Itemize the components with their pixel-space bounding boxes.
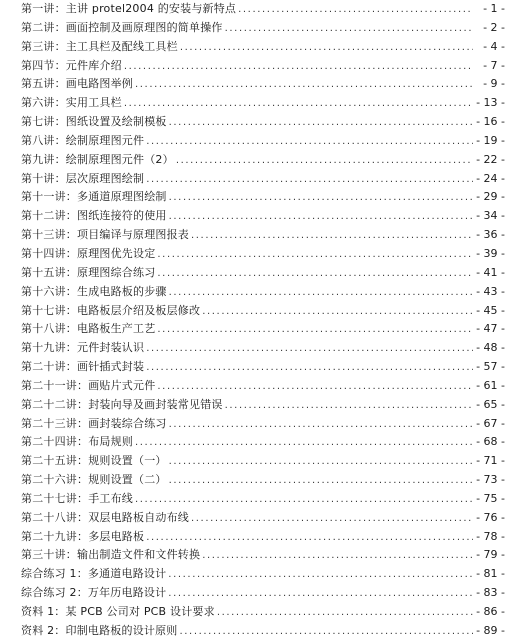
toc-entry[interactable] (21, 283, 505, 302)
toc-entry-page-number[interactable]: - 68 - (476, 435, 505, 449)
dot-leader (180, 39, 473, 58)
toc-entry-title[interactable]: 第五讲：画电路图举例 (21, 77, 133, 91)
dot-leader (146, 529, 473, 548)
dot-leader (180, 623, 474, 642)
toc-entry-title[interactable]: 综合练习 1：多通道电路设计 (21, 567, 167, 581)
toc-entry-page-number[interactable]: - 86 - (476, 605, 505, 618)
toc-entry-page-number[interactable]: - 76 - (476, 510, 505, 524)
dot-leader (146, 340, 473, 359)
toc-entry-page-number[interactable]: - 16 - (476, 115, 505, 129)
toc-entry-title[interactable]: 资料 1：某 PCB 公司对 PCB 设计要求 (21, 605, 215, 618)
dot-leader (238, 1, 473, 20)
toc-entry-page-number[interactable]: - 4 - (483, 39, 505, 53)
toc-entry[interactable] (21, 509, 505, 528)
toc-entry-page-number[interactable]: - 13 - (476, 96, 505, 110)
toc-entry[interactable] (21, 471, 505, 490)
toc-entry[interactable] (21, 264, 505, 283)
toc-entry-title[interactable]: 第十七讲：电路板层介绍及板层修改 (21, 303, 201, 317)
toc-entry[interactable] (21, 226, 505, 245)
toc-entry-title[interactable]: 第二讲：画面控制及画原理图的简单操作 (21, 20, 223, 34)
toc-entry-page-number[interactable]: - 36 - (476, 228, 505, 242)
toc-entry[interactable] (21, 396, 505, 415)
toc-entry-title[interactable]: 第二十六讲：规则设置（二） (21, 473, 167, 487)
toc-entry[interactable] (21, 339, 505, 358)
dot-leader (146, 359, 473, 378)
toc-entry-title[interactable]: 第十讲：层次原理图绘制 (21, 171, 145, 185)
toc-entry-title[interactable]: 第十二讲：图纸连接符的使用 (21, 209, 167, 223)
toc-entry-page-number[interactable]: - 7 - (483, 58, 505, 72)
toc-entry-title[interactable]: 第二十八讲：双层电路板自动布线 (21, 510, 189, 524)
toc-entry-title[interactable]: 第二十九讲：多层电路板 (21, 529, 145, 543)
toc-entry[interactable] (21, 245, 505, 264)
toc-entry-page-number[interactable]: - 9 - (483, 77, 505, 91)
toc-entry[interactable] (21, 207, 505, 226)
toc-entry-title[interactable]: 第一讲：主讲 protel2004 的安装与新特点 (21, 2, 237, 15)
toc-entry[interactable] (21, 565, 505, 584)
toc-entry[interactable] (21, 433, 505, 452)
dot-leader (202, 303, 473, 322)
toc-entry[interactable] (21, 320, 505, 339)
toc-entry-page-number[interactable]: - 65 - (476, 397, 505, 411)
toc-entry[interactable] (21, 603, 505, 622)
toc-entry-title[interactable]: 第二十四讲：布局规则 (21, 435, 133, 449)
toc-entry[interactable] (21, 188, 505, 207)
toc-entry-title[interactable]: 第三十讲：输出制造文件和文件转换 (21, 548, 201, 562)
toc-entry-title[interactable]: 第二十五讲：规则设置（一） (21, 454, 167, 468)
toc-entry-page-number[interactable]: - 22 - (476, 152, 505, 166)
toc-entry[interactable] (21, 490, 505, 509)
toc-entry-title[interactable]: 第二十二讲：封装向导及画封装常见错误 (21, 397, 223, 411)
toc-entry[interactable] (21, 19, 505, 38)
toc-entry-page-number[interactable]: - 57 - (476, 360, 505, 374)
dot-leader (157, 246, 473, 265)
dot-leader (135, 491, 473, 510)
dot-leader (169, 416, 473, 435)
toc-entry[interactable] (21, 75, 505, 94)
toc-entry-title[interactable]: 第十六讲：生成电路板的步骤 (21, 284, 167, 298)
toc-entry-title[interactable]: 第八讲：绘制原理图元件 (21, 133, 145, 147)
toc-entry[interactable] (21, 377, 505, 396)
toc-entry[interactable] (21, 358, 505, 377)
toc-entry-title[interactable]: 第十五讲：原理图综合练习 (21, 265, 156, 279)
dot-leader (191, 510, 473, 529)
toc-entry-title[interactable]: 第二十一讲：画贴片式元件 (21, 378, 156, 392)
toc-entry[interactable] (21, 113, 505, 132)
toc-entry[interactable] (21, 302, 505, 321)
toc-entry-title[interactable]: 第十九讲：元件封装认识 (21, 341, 145, 355)
toc-entry[interactable] (21, 415, 505, 434)
toc-entry-page-number[interactable]: - 83 - (476, 586, 505, 600)
toc-entry-title[interactable]: 第十八讲：电路板生产工艺 (21, 322, 156, 336)
toc-entry-page-number[interactable]: - 75 - (476, 491, 505, 505)
dot-leader (191, 227, 473, 246)
table-of-contents (21, 0, 505, 641)
dot-leader (202, 547, 473, 566)
dot-leader (176, 152, 473, 171)
dot-leader (124, 95, 473, 114)
toc-entry[interactable] (21, 170, 505, 189)
toc-entry-title[interactable]: 第六讲：实用工具栏 (21, 96, 122, 110)
dot-leader (217, 604, 473, 623)
dot-leader (135, 434, 473, 453)
toc-entry[interactable] (21, 584, 505, 603)
toc-entry-page-number[interactable]: - 78 - (476, 529, 505, 543)
toc-entry-title[interactable]: 资料 2：印制电路板的设计原则 (21, 623, 178, 637)
dot-leader (169, 208, 473, 227)
toc-entry-page-number[interactable]: - 2 - (483, 20, 505, 34)
dot-leader (135, 76, 473, 95)
toc-entry[interactable] (21, 132, 505, 151)
toc-entry[interactable] (21, 546, 505, 565)
dot-leader (169, 472, 473, 491)
toc-entry-title[interactable]: 第十四讲：原理图优先设定 (21, 246, 156, 260)
dot-leader (169, 114, 473, 133)
toc-entry-page-number[interactable]: - 81 - (476, 567, 505, 581)
toc-entry[interactable] (21, 622, 505, 641)
toc-entry-title[interactable]: 综合练习 2：万年历电路设计 (21, 586, 167, 600)
toc-entry-page-number[interactable]: - 19 - (476, 133, 505, 147)
toc-entry-page-number[interactable]: - 45 - (476, 303, 505, 317)
toc-entry-page-number[interactable]: - 43 - (476, 284, 505, 298)
toc-entry[interactable] (21, 57, 505, 76)
dot-leader (169, 284, 473, 303)
dot-leader (168, 585, 473, 604)
dot-leader (169, 453, 473, 472)
toc-entry-page-number[interactable]: - 39 - (476, 246, 505, 260)
toc-entry[interactable] (21, 0, 505, 19)
toc-entry[interactable] (21, 38, 505, 57)
toc-entry[interactable] (21, 151, 505, 170)
toc-entry-title[interactable]: 第十一讲：多通道原理图绘制 (21, 190, 167, 204)
toc-entry-page-number[interactable]: - 29 - (476, 190, 505, 204)
dot-leader (124, 58, 473, 77)
toc-entry-title[interactable]: 第四节：元件库介绍 (21, 58, 122, 72)
dot-leader (169, 189, 473, 208)
toc-entry-page-number[interactable]: - 34 - (476, 209, 505, 223)
toc-entry-page-number[interactable]: - 47 - (476, 322, 505, 336)
dot-leader (157, 321, 473, 340)
toc-entry[interactable] (21, 528, 505, 547)
toc-entry-title[interactable]: 第七讲：图纸设置及绘制模板 (21, 115, 167, 129)
toc-entry-page-number[interactable]: - 41 - (476, 265, 505, 279)
toc-entry-title[interactable]: 第二十三讲：画封装综合练习 (21, 416, 167, 430)
dot-leader (157, 265, 473, 284)
toc-entry-title[interactable]: 第九讲：绘制原理图元件（2） (21, 152, 174, 166)
dot-leader (146, 171, 473, 190)
toc-entry-title[interactable]: 第二十讲：画针插式封装 (21, 360, 145, 374)
toc-entry-page-number[interactable]: - 1 - (483, 2, 505, 15)
toc-entry-title[interactable]: 第十三讲：项目编译与原理图报表 (21, 228, 189, 242)
toc-entry-page-number[interactable]: - 79 - (476, 548, 505, 562)
toc-entry-page-number[interactable]: - 73 - (476, 473, 505, 487)
toc-entry-page-number[interactable]: - 24 - (476, 171, 505, 185)
dot-leader (146, 133, 473, 152)
toc-entry-title[interactable]: 第三讲：主工具栏及配线工具栏 (21, 39, 178, 53)
toc-entry-page-number[interactable]: - 71 - (476, 454, 505, 468)
dot-leader (168, 566, 473, 585)
dot-leader (225, 397, 473, 416)
dot-leader (157, 378, 473, 397)
toc-entry-page-number[interactable]: - 89 - (476, 623, 505, 637)
toc-entry-page-number[interactable]: - 61 - (476, 378, 505, 392)
toc-entry-page-number[interactable]: - 48 - (476, 341, 505, 355)
toc-entry[interactable] (21, 452, 505, 471)
toc-entry[interactable] (21, 94, 505, 113)
toc-entry-page-number[interactable]: - 67 - (476, 416, 505, 430)
toc-entry-title[interactable]: 第二十七讲：手工布线 (21, 491, 133, 505)
dot-leader (225, 20, 473, 39)
